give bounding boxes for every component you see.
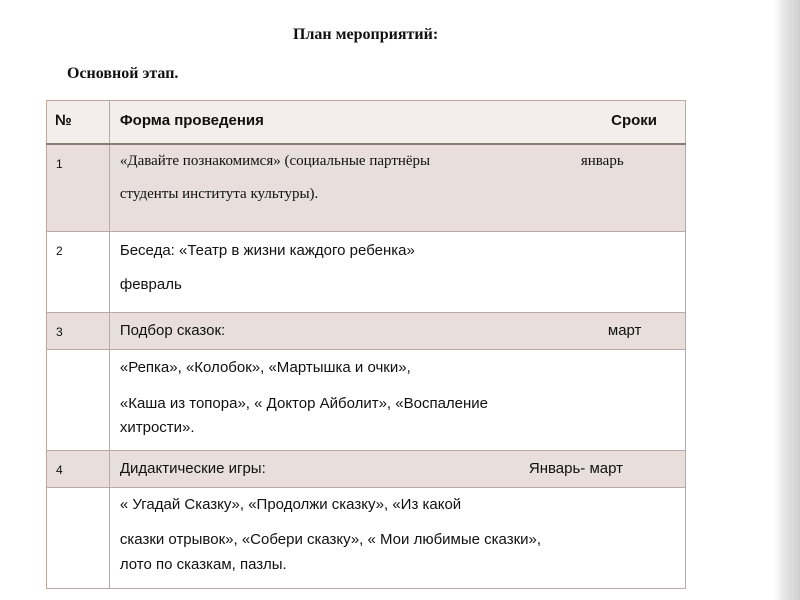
row-main-cell	[109, 350, 685, 451]
row-text: Дидактические игры:	[119, 460, 266, 477]
table-row	[47, 451, 686, 488]
row-main-cell	[109, 451, 685, 488]
section-subtitle: Основной этап.	[67, 65, 179, 82]
table-row	[47, 488, 686, 589]
row-num: 1	[56, 157, 63, 171]
row-text: «Давайте познакомимся» (социальные партнёры	[119, 153, 431, 169]
row-num: 3	[56, 325, 63, 339]
header-num-cell	[47, 101, 110, 145]
row-text: хитрости».	[119, 419, 195, 436]
row-num-cell	[47, 488, 110, 589]
row-num-cell	[47, 232, 110, 313]
row-text: «Каша из топора», « Доктор Айболит», «Воспаление	[119, 395, 489, 412]
table-row	[47, 350, 686, 451]
row-text: «Репка», «Колобок», «Мартышка и очки»,	[119, 359, 411, 376]
row-term: март	[607, 322, 642, 339]
header-main-cell	[109, 101, 685, 145]
row-text: февраль	[119, 276, 182, 293]
row-num-cell	[47, 451, 110, 488]
row-text: Беседа: «Театр в жизни каждого ребенка»	[119, 242, 415, 259]
row-main-cell	[109, 144, 685, 232]
row-num-cell	[47, 350, 110, 451]
events-table	[46, 100, 686, 589]
header-form: Форма проведения	[119, 112, 264, 129]
row-text: сказки отрывок», «Собери сказку», « Мои любимые сказки»,	[119, 531, 542, 548]
row-term: Январь- март	[528, 460, 623, 477]
header-num: №	[55, 112, 72, 129]
row-main-cell	[109, 488, 685, 589]
row-num: 2	[56, 244, 63, 258]
row-text: « Угадай Сказку», «Продолжи сказку», «Из какой	[119, 496, 462, 513]
row-num-cell	[47, 144, 110, 232]
row-main-cell	[109, 313, 685, 350]
table-row	[47, 232, 686, 313]
row-num: 4	[56, 463, 63, 477]
table-row	[47, 313, 686, 350]
page-edge-shadow	[774, 0, 800, 600]
header-term: Сроки	[611, 112, 657, 129]
row-main-cell	[109, 232, 685, 313]
row-term: январь	[580, 153, 624, 169]
row-text: Подбор сказок:	[119, 322, 226, 339]
table-header-row	[47, 101, 686, 145]
row-text: студенты института культуры).	[119, 186, 319, 202]
page-title: План мероприятий:	[293, 26, 439, 43]
row-text: лото по сказкам, пазлы.	[119, 556, 287, 573]
table-row	[47, 144, 686, 232]
row-num-cell	[47, 313, 110, 350]
